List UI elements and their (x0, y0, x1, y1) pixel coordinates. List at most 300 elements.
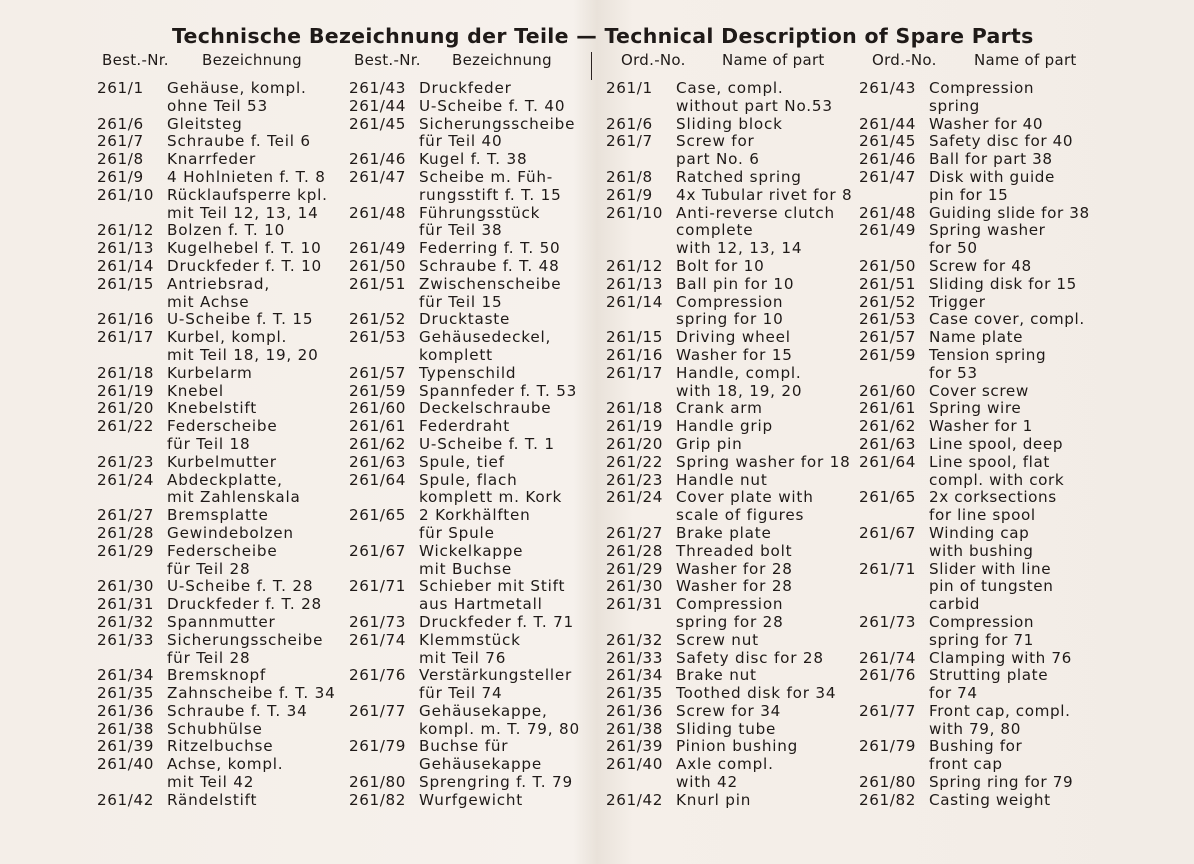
part-row (606, 187, 853, 205)
part-number (606, 383, 676, 401)
part-row (859, 240, 1090, 258)
part-description: Screw for 48 (929, 256, 1032, 275)
part-description: Line spool, deep (929, 434, 1064, 453)
part-number: 261/61 (859, 399, 917, 418)
part-row (606, 650, 853, 668)
part-description: Schraube f. T. 48 (419, 256, 560, 275)
part-description: Handle nut (676, 470, 768, 489)
part-number: 261/13 (97, 239, 155, 258)
part-row (349, 98, 580, 116)
part-number: 261/1 (606, 79, 653, 97)
part-number: 261/74 (349, 630, 407, 649)
part-description: spring for 28 (676, 612, 784, 631)
part-number: 261/13 (606, 274, 664, 293)
part-row (349, 436, 580, 454)
part-row (606, 116, 853, 134)
part-row (606, 756, 853, 774)
part-row (97, 222, 336, 240)
part-row (606, 614, 853, 632)
part-number: 261/67 (349, 541, 407, 560)
part-row (606, 383, 853, 401)
part-description: Pinion bushing (676, 737, 799, 756)
part-row (97, 738, 336, 756)
part-row (97, 489, 336, 507)
part-description: Rücklaufsperre kpl. (167, 185, 328, 204)
part-description: Schraube f. Teil 6 (167, 132, 311, 151)
part-description: for 53 (929, 363, 978, 382)
part-number (859, 472, 929, 490)
part-description: Compression (676, 292, 784, 311)
part-row (606, 632, 853, 650)
part-number: 261/67 (859, 523, 917, 542)
part-description: für Teil 40 (419, 132, 503, 151)
part-number: 261/29 (606, 559, 664, 578)
part-row (606, 258, 853, 276)
part-description: U-Scheibe f. T. 40 (419, 96, 566, 115)
part-row (606, 489, 853, 507)
part-row (606, 543, 853, 561)
part-row (97, 792, 336, 810)
part-description: 4x Tubular rivet for 8 (676, 185, 853, 204)
part-row (349, 578, 580, 596)
part-description: spring for 71 (929, 630, 1034, 649)
part-number: 261/62 (859, 417, 917, 436)
part-row (859, 400, 1090, 418)
header-mid-description: Bezeichnung (452, 51, 552, 69)
part-description: Ball pin for 10 (676, 274, 795, 293)
part-row (606, 311, 853, 329)
part-number (97, 205, 167, 223)
part-description: Gehäusedeckel, (419, 328, 552, 347)
part-description: Sicherungsscheibe (419, 114, 576, 133)
part-row (606, 400, 853, 418)
part-description: Deckelschraube (419, 399, 552, 418)
part-number: 261/44 (859, 114, 917, 133)
part-description: mit Teil 76 (419, 648, 507, 667)
part-description: Verstärkungsteller (419, 666, 573, 685)
part-row (859, 187, 1090, 205)
part-number (859, 187, 929, 205)
part-row (349, 329, 580, 347)
part-number: 261/64 (859, 452, 917, 471)
part-row (859, 222, 1090, 240)
part-description: komplett m. Kork (419, 488, 563, 507)
part-number: 261/32 (97, 612, 155, 631)
part-row (859, 507, 1090, 525)
part-number: 261/31 (606, 595, 664, 614)
part-row (859, 205, 1090, 223)
part-number: 261/35 (97, 684, 155, 703)
part-description: Line spool, flat (929, 452, 1050, 471)
part-number (606, 774, 676, 792)
part-row (97, 258, 336, 276)
part-description: Crank arm (676, 399, 763, 418)
part-row (97, 311, 336, 329)
part-row (859, 436, 1090, 454)
part-description: Schubhülse (167, 719, 263, 738)
part-description: U-Scheibe f. T. 1 (419, 434, 555, 453)
part-row (606, 525, 853, 543)
part-row (859, 738, 1090, 756)
part-row (97, 685, 336, 703)
part-number: 261/57 (349, 363, 407, 382)
part-description: Bremsknopf (167, 666, 267, 685)
part-number: 261/47 (349, 167, 407, 186)
part-number: 261/79 (349, 737, 407, 756)
part-description: Bremsplatte (167, 506, 269, 525)
part-description: scale of figures (676, 506, 805, 525)
part-row (97, 80, 336, 98)
part-row (606, 294, 853, 312)
part-row (349, 543, 580, 561)
part-number (349, 489, 419, 507)
part-row (97, 418, 336, 436)
part-row (97, 543, 336, 561)
part-description: für Teil 15 (419, 292, 503, 311)
part-description: complete (676, 221, 754, 240)
part-description: Typenschild (419, 363, 517, 382)
part-number: 261/82 (859, 790, 917, 809)
part-number: 261/57 (859, 328, 917, 347)
part-row (97, 525, 336, 543)
part-row (606, 454, 853, 472)
part-description: Grip pin (676, 434, 743, 453)
part-number (97, 650, 167, 668)
part-number (349, 756, 419, 774)
part-number: 261/46 (349, 150, 407, 169)
part-description: Knebelstift (167, 399, 258, 418)
part-row (859, 543, 1090, 561)
part-number (859, 632, 929, 650)
part-number (859, 543, 929, 561)
part-number: 261/19 (606, 417, 664, 436)
part-description: Sliding disk for 15 (929, 274, 1077, 293)
part-row (97, 151, 336, 169)
part-description: Gewindebolzen (167, 523, 294, 542)
part-description: Gehäusekappe, (419, 701, 548, 720)
part-row (349, 187, 580, 205)
part-number: 261/63 (859, 434, 917, 453)
part-number (349, 294, 419, 312)
part-row (606, 596, 853, 614)
part-row (606, 80, 853, 98)
part-description: Guiding slide for 38 (929, 203, 1090, 222)
part-number: 261/1 (97, 79, 144, 97)
part-row (859, 703, 1090, 721)
part-description: Achse, kompl. (167, 755, 284, 774)
part-number (349, 650, 419, 668)
parts-column-german-2 (349, 80, 580, 810)
part-row (859, 151, 1090, 169)
part-number: 261/29 (97, 541, 155, 560)
part-row (349, 650, 580, 668)
part-number: 261/35 (606, 684, 664, 703)
part-row (349, 80, 580, 98)
part-description: Washer for 28 (676, 559, 793, 578)
part-number (606, 614, 676, 632)
part-row (349, 774, 580, 792)
part-number: 261/36 (606, 701, 664, 720)
page-divider (591, 52, 592, 80)
part-number: 261/23 (606, 470, 664, 489)
part-number: 261/51 (859, 274, 917, 293)
part-description: Axle compl. (676, 755, 774, 774)
part-number: 261/36 (97, 701, 155, 720)
part-row (859, 756, 1090, 774)
part-number: 261/24 (606, 488, 664, 507)
part-number: 261/16 (606, 345, 664, 364)
part-number: 261/71 (859, 559, 917, 578)
part-description: pin for 15 (929, 185, 1009, 204)
part-row (606, 774, 853, 792)
header-left-number: Best.-Nr. (102, 51, 169, 69)
part-number: 261/33 (606, 648, 664, 667)
part-number (349, 525, 419, 543)
part-description: Safety disc for 28 (676, 648, 824, 667)
part-number: 261/48 (859, 203, 917, 222)
part-row (606, 365, 853, 383)
part-description: Disk with guide (929, 167, 1055, 186)
part-description: Spule, tief (419, 452, 505, 471)
part-description: für Teil 74 (419, 684, 503, 703)
part-row (97, 169, 336, 187)
part-row (349, 116, 580, 134)
part-row (97, 454, 336, 472)
part-number: 261/15 (606, 328, 664, 347)
part-description: Knarrfeder (167, 150, 257, 169)
part-row (606, 507, 853, 525)
part-row (97, 614, 336, 632)
part-number: 261/28 (97, 523, 155, 542)
part-row (97, 596, 336, 614)
part-row (349, 489, 580, 507)
part-row (349, 294, 580, 312)
parts-column-german-1 (97, 80, 336, 810)
part-description: Sliding block (676, 114, 783, 133)
part-number: 261/80 (349, 773, 407, 792)
part-row (97, 133, 336, 151)
part-description: Clamping with 76 (929, 648, 1072, 667)
part-row (859, 276, 1090, 294)
part-number: 261/49 (349, 239, 407, 258)
part-number: 261/15 (97, 274, 155, 293)
part-row (859, 347, 1090, 365)
part-number: 261/39 (606, 737, 664, 756)
part-row (97, 507, 336, 525)
part-description: Federscheibe (167, 541, 278, 560)
part-row (349, 151, 580, 169)
part-description: Screw nut (676, 630, 759, 649)
part-number: 261/74 (859, 648, 917, 667)
part-row (349, 258, 580, 276)
part-description: Name plate (929, 328, 1024, 347)
part-description: Washer for 1 (929, 417, 1033, 436)
header-left-description: Bezeichnung (202, 51, 302, 69)
part-row (97, 650, 336, 668)
part-description: Anti-reverse clutch (676, 203, 835, 222)
part-description: Washer for 28 (676, 577, 793, 596)
part-row (349, 561, 580, 579)
part-number: 261/33 (97, 630, 155, 649)
part-description: Spannmutter (167, 612, 276, 631)
part-description: Gehäuse, kompl. (167, 79, 307, 97)
part-row (349, 365, 580, 383)
part-row (349, 454, 580, 472)
part-number (97, 98, 167, 116)
part-number: 261/14 (606, 292, 664, 311)
part-row (349, 632, 580, 650)
part-row (349, 703, 580, 721)
part-row (606, 418, 853, 436)
part-number: 261/34 (97, 666, 155, 685)
part-description: ohne Teil 53 (167, 96, 268, 115)
part-description: für Teil 28 (167, 559, 251, 578)
part-number: 261/60 (349, 399, 407, 418)
part-description: Screw for (676, 132, 755, 151)
part-row (859, 792, 1090, 810)
part-row (606, 329, 853, 347)
part-number (606, 240, 676, 258)
part-number: 261/16 (97, 310, 155, 329)
part-number: 261/45 (349, 114, 407, 133)
part-number: 261/30 (97, 577, 155, 596)
part-number: 261/77 (859, 701, 917, 720)
part-number: 261/65 (859, 488, 917, 507)
part-description: Safety disc for 40 (929, 132, 1074, 151)
part-number: 261/43 (349, 79, 407, 97)
part-description: Druckfeder f. T. 10 (167, 256, 323, 275)
part-row (97, 240, 336, 258)
part-number: 261/53 (349, 328, 407, 347)
part-row (859, 525, 1090, 543)
part-number: 261/18 (606, 399, 664, 418)
part-number (859, 365, 929, 383)
part-description: Kurbel, kompl. (167, 328, 288, 347)
part-row (349, 792, 580, 810)
part-description: Buchse für (419, 737, 509, 756)
parts-column-english-1 (606, 80, 853, 810)
part-number: 261/73 (349, 612, 407, 631)
part-number (349, 347, 419, 365)
part-description: Abdeckplatte, (167, 470, 283, 489)
part-number (606, 222, 676, 240)
part-description: with 79, 80 (929, 719, 1021, 738)
part-number: 261/64 (349, 470, 407, 489)
part-number: 261/73 (859, 612, 917, 631)
part-description: Handle grip (676, 417, 773, 436)
part-row (606, 347, 853, 365)
part-number: 261/38 (97, 719, 155, 738)
part-row (349, 418, 580, 436)
part-number (859, 721, 929, 739)
part-row (349, 667, 580, 685)
part-description: mit Teil 18, 19, 20 (167, 345, 319, 364)
part-row (349, 133, 580, 151)
part-description: mit Teil 12, 13, 14 (167, 203, 319, 222)
part-description: Knurl pin (676, 790, 752, 809)
part-description: Tension spring (929, 345, 1047, 364)
header-right-description: Name of part (722, 51, 825, 69)
part-description: Antriebsrad, (167, 274, 270, 293)
part-number: 261/20 (97, 399, 155, 418)
part-description: with 42 (676, 773, 738, 792)
part-description: Case, compl. (676, 79, 784, 97)
part-description: Slider with line (929, 559, 1052, 578)
part-number: 261/45 (859, 132, 917, 151)
part-row (606, 205, 853, 223)
part-description: Spring ring for 79 (929, 773, 1074, 792)
part-number: 261/8 (606, 167, 653, 186)
part-number: 261/32 (606, 630, 664, 649)
part-description: Brake nut (676, 666, 757, 685)
part-row (349, 276, 580, 294)
part-description: carbid (929, 595, 981, 614)
part-row (606, 222, 853, 240)
part-number: 261/22 (97, 417, 155, 436)
part-row (606, 792, 853, 810)
part-row (606, 472, 853, 490)
part-number: 261/6 (606, 114, 653, 133)
part-row (859, 98, 1090, 116)
part-description: kompl. m. T. 79, 80 (419, 719, 580, 738)
part-row (859, 614, 1090, 632)
part-description: pin of tungsten (929, 577, 1054, 596)
part-number (349, 721, 419, 739)
part-description: Spannfeder f. T. 53 (419, 381, 578, 400)
part-row (859, 685, 1090, 703)
part-row (349, 347, 580, 365)
part-number (349, 596, 419, 614)
part-row (859, 80, 1090, 98)
part-number (349, 187, 419, 205)
part-description: for 74 (929, 684, 978, 703)
part-number: 261/51 (349, 274, 407, 293)
part-description: Casting weight (929, 790, 1051, 809)
part-description: Führungsstück (419, 203, 541, 222)
part-description: Front cap, compl. (929, 701, 1071, 720)
part-description: Driving wheel (676, 328, 791, 347)
part-number: 261/79 (859, 737, 917, 756)
part-row (349, 756, 580, 774)
part-description: Kugel f. T. 38 (419, 150, 528, 169)
part-description: Spring washer for 18 (676, 452, 851, 471)
part-description: Wickelkappe (419, 541, 524, 560)
part-row (859, 329, 1090, 347)
part-number: 261/7 (606, 132, 653, 151)
part-number: 261/63 (349, 452, 407, 471)
part-description: Druckfeder f. T. 28 (167, 595, 323, 614)
part-number (97, 436, 167, 454)
part-number: 261/7 (97, 132, 144, 151)
part-description: front cap (929, 755, 1003, 774)
part-row (97, 116, 336, 134)
part-row (606, 436, 853, 454)
part-row (859, 383, 1090, 401)
part-description: Sicherungsscheibe (167, 630, 324, 649)
part-number: 261/8 (97, 150, 144, 169)
part-number (349, 133, 419, 151)
part-description: für Teil 38 (419, 221, 503, 240)
part-row (349, 222, 580, 240)
part-number (859, 756, 929, 774)
part-number: 261/17 (97, 328, 155, 347)
part-number: 261/61 (349, 417, 407, 436)
header-far-number: Ord.-No. (872, 51, 937, 69)
part-number: 261/40 (606, 755, 664, 774)
part-row (606, 169, 853, 187)
part-description: für Teil 18 (167, 434, 251, 453)
part-row (97, 472, 336, 490)
